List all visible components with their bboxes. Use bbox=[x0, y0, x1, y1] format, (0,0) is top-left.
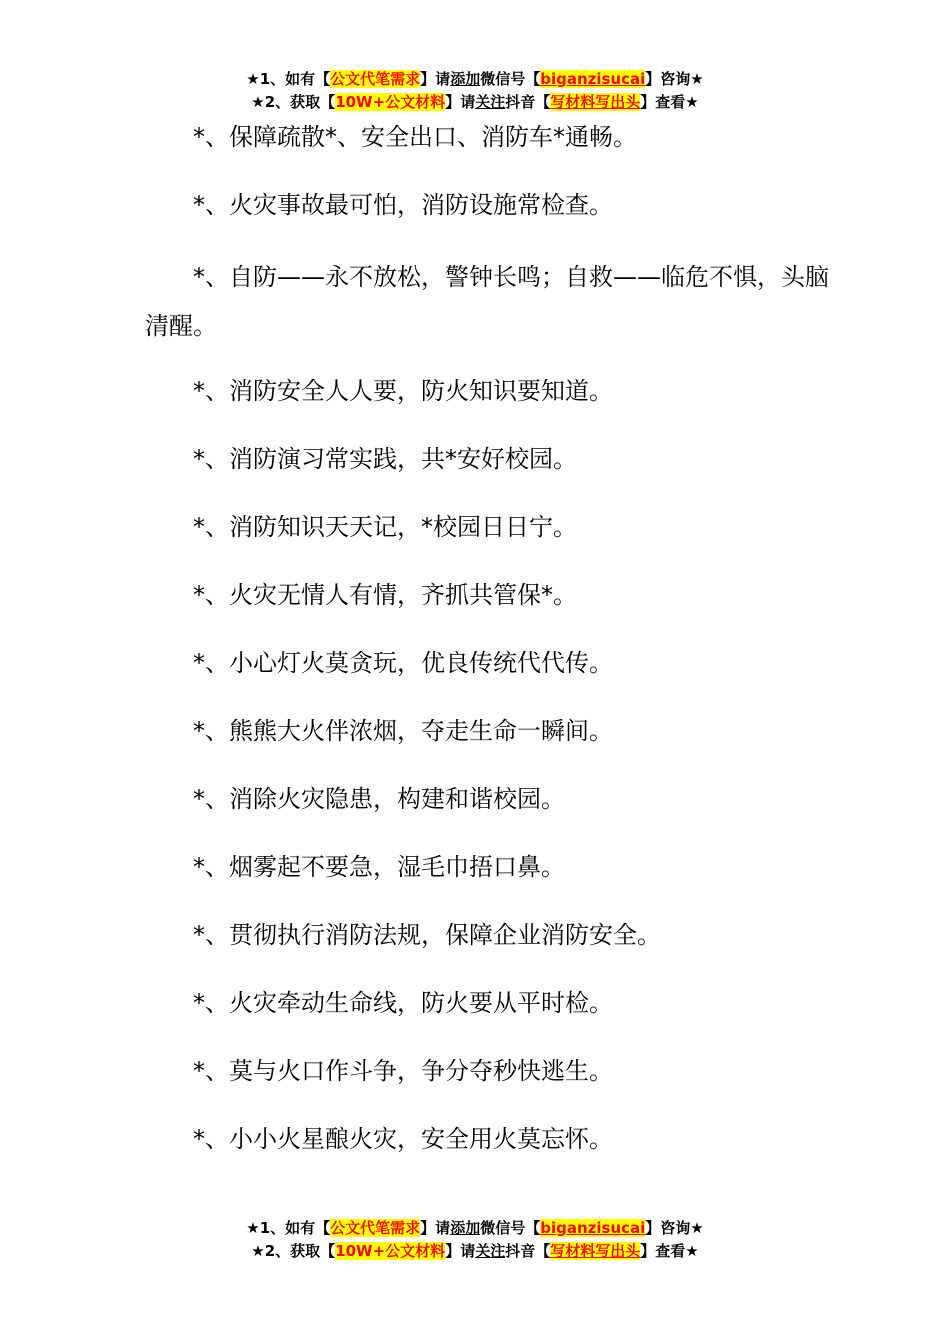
banner-text: 】请 bbox=[445, 93, 476, 111]
banner-text: 2、获取【 bbox=[264, 1242, 336, 1260]
banner-line-1 bbox=[0, 1217, 950, 1240]
underlined-follow: 关注 bbox=[475, 93, 506, 111]
underlined-follow: 关注 bbox=[475, 1242, 506, 1260]
slogan-paragraph: *、保障疏散*、安全出口、消防车*通畅。 bbox=[193, 123, 637, 151]
underlined-add: 添加 bbox=[450, 1219, 481, 1237]
banner-text: 】查看★ bbox=[640, 93, 699, 111]
banner-text: 微信号【 bbox=[480, 1219, 541, 1237]
banner-line-2 bbox=[0, 91, 950, 114]
footer-banner bbox=[0, 1217, 950, 1263]
slogan-paragraph: *、自防——永不放松，警钟长鸣；自救——临危不惧，头脑清醒。 bbox=[145, 263, 829, 340]
slogan-paragraph: *、烟雾起不要急，湿毛巾捂口鼻。 bbox=[193, 853, 565, 881]
banner-text: 微信号【 bbox=[480, 70, 541, 88]
wechat-id: biganzisucai bbox=[540, 1219, 646, 1237]
highlight-materials: 10W+公文材料 bbox=[335, 93, 446, 111]
banner-text: 1、如有【 bbox=[259, 70, 331, 88]
banner-text: 】请 bbox=[420, 70, 451, 88]
banner-text: 抖音【 bbox=[505, 93, 551, 111]
banner-text: 】咨询★ bbox=[645, 1219, 704, 1237]
banner-text: 】咨询★ bbox=[645, 70, 704, 88]
douyin-account: 写材料写出头 bbox=[550, 1242, 641, 1260]
banner-text: 】请 bbox=[420, 1219, 451, 1237]
banner-text: 1、如有【 bbox=[259, 1219, 331, 1237]
slogan-paragraph: *、火灾事故最可怕，消防设施常检查。 bbox=[193, 191, 613, 219]
slogan-paragraph: *、消防演习常实践，共*安好校园。 bbox=[193, 445, 577, 473]
slogan-paragraph: *、消除火灾隐患，构建和谐校园。 bbox=[193, 785, 565, 813]
slogan-paragraph: *、熊熊大火伴浓烟，夺走生命一瞬间。 bbox=[193, 717, 613, 745]
slogan-paragraph: *、火灾牵动生命线，防火要从平时检。 bbox=[193, 989, 613, 1017]
slogan-paragraph: *、莫与火口作斗争，争分夺秒快逃生。 bbox=[193, 1057, 613, 1085]
banner-text: 2、获取【 bbox=[264, 93, 336, 111]
banner-text: 抖音【 bbox=[505, 1242, 551, 1260]
star-icon: ★ bbox=[246, 70, 260, 88]
document-body bbox=[145, 117, 835, 1187]
slogan-paragraph: *、消防知识天天记，*校园日日宁。 bbox=[193, 513, 577, 541]
slogan-paragraph: *、消防安全人人要，防火知识要知道。 bbox=[193, 377, 613, 405]
star-icon: ★ bbox=[251, 93, 265, 111]
banner-text: 】请 bbox=[445, 1242, 476, 1260]
banner-line-2 bbox=[0, 1240, 950, 1263]
douyin-account: 写材料写出头 bbox=[550, 93, 641, 111]
slogan-paragraph: *、火灾无情人有情，齐抓共管保*。 bbox=[193, 581, 577, 609]
header-banner bbox=[0, 68, 950, 114]
highlight-service: 公文代笔需求 bbox=[330, 1219, 421, 1237]
slogan-paragraph: *、小心灯火莫贪玩，优良传统代代传。 bbox=[193, 649, 613, 677]
slogan-paragraph: *、贯彻执行消防法规，保障企业消防安全。 bbox=[193, 921, 661, 949]
star-icon: ★ bbox=[251, 1242, 265, 1260]
star-icon: ★ bbox=[246, 1219, 260, 1237]
banner-text: 】查看★ bbox=[640, 1242, 699, 1260]
highlight-service: 公文代笔需求 bbox=[330, 70, 421, 88]
banner-line-1 bbox=[0, 68, 950, 91]
underlined-add: 添加 bbox=[450, 70, 481, 88]
slogan-paragraph: *、小小火星酿火灾，安全用火莫忘怀。 bbox=[193, 1125, 613, 1153]
wechat-id: biganzisucai bbox=[540, 70, 646, 88]
highlight-materials: 10W+公文材料 bbox=[335, 1242, 446, 1260]
